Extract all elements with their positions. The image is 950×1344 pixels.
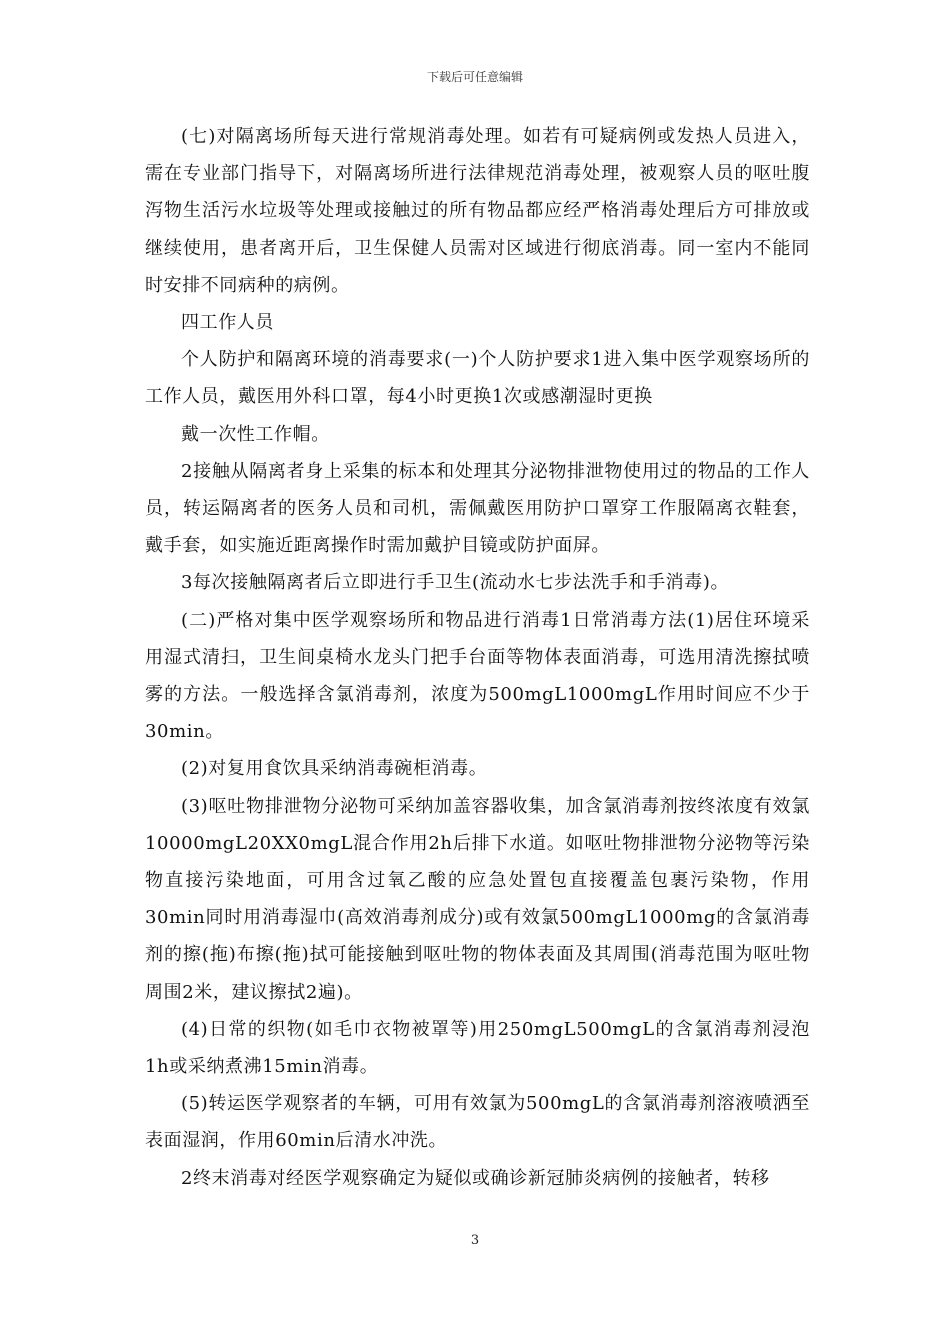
paragraph-disinfection-isolation: (七)对隔离场所每天进行常规消毒处理。如若有可疑病例或发热人员进入，需在专业部门指导下，对隔离场所进行法律规范消毒处理，被观察人员的呕吐腹泻物生活污水垃圾等处理或接触过的所有物品都应经严格消毒处理后方可排放或继续使用，患者离开后，卫生保健人员需对区域进行彻底消毒。同一室内不能同时安排不同病种的病例。: [145, 126, 810, 296]
paragraph-textiles: (4)日常的织物(如毛巾衣物被罩等)用250mgL500mgL的含氯消毒剂浸泡1h或采纳煮沸15min消毒。: [145, 1018, 810, 1078]
page-number: 3: [470, 1233, 480, 1248]
paragraph-vehicles: (5)转运医学观察者的车辆，可用有效氯为500mgL的含氯消毒剂溶液喷洒至表面湿润，作用60min后清水冲洗。: [145, 1093, 810, 1152]
section-heading-staff: 四工作人员: [181, 312, 274, 334]
paragraph-terminal-disinfection: 2终末消毒对经医学观察确定为疑似或确诊新冠肺炎病例的接触者，转移: [181, 1167, 770, 1189]
page-header: 下载后可任意编辑: [426, 70, 523, 84]
paragraph-work-cap: 戴一次性工作帽。: [181, 423, 330, 445]
document-body: [145, 118, 810, 1197]
paragraph-tableware: (2)对复用食饮具采纳消毒碗柜消毒。: [181, 758, 488, 780]
paragraph-hand-hygiene: 3每次接触隔离者后立即进行手卫生(流动水七步法洗手和手消毒)。: [181, 572, 730, 594]
paragraph-daily-disinfection: (二)严格对集中医学观察场所和物品进行消毒1日常消毒方法(1)居住环境采用湿式清扫，卫生间桌椅水龙头门把手台面等物体表面消毒，可选用清洗擦拭喷雾的方法。一般选择含氯消毒剂，浓度为500mgL1000mgL作用时间应不少于30min。: [145, 609, 810, 743]
paragraph-contact-staff: 2接触从隔离者身上采集的标本和处理其分泌物排泄物使用过的物品的工作人员，转运隔离者的医务人员和司机，需佩戴医用防护口罩穿工作服隔离衣鞋套，戴手套，如实施近距离操作时需加戴护目镜或防护面屏。: [145, 460, 810, 557]
paragraph-personal-protection: 个人防护和隔离环境的消毒要求(一)个人防护要求1进入集中医学观察场所的工作人员，戴医用外科口罩，每4小时更换1次或感潮湿时更换: [145, 349, 810, 408]
paragraph-vomit-handling: (3)呕吐物排泄物分泌物可采纳加盖容器收集，加含氯消毒剂按终浓度有效氯10000mgL20XX0mgL混合作用2h后排下水道。如呕吐物排泄物分泌物等污染物直接污染地面，可用含过氧乙酸的应急处置包直接覆盖包裹污染物，作用30min同时用消毒湿巾(高效消毒剂成分)或有效氯500mgL1000mg的含氯消毒剂的擦(拖)布擦(拖)拭可能接触到呕吐物的物体表面及其周围(消毒范围为呕吐物周围2米，建议擦拭2遍)。: [145, 795, 810, 1003]
